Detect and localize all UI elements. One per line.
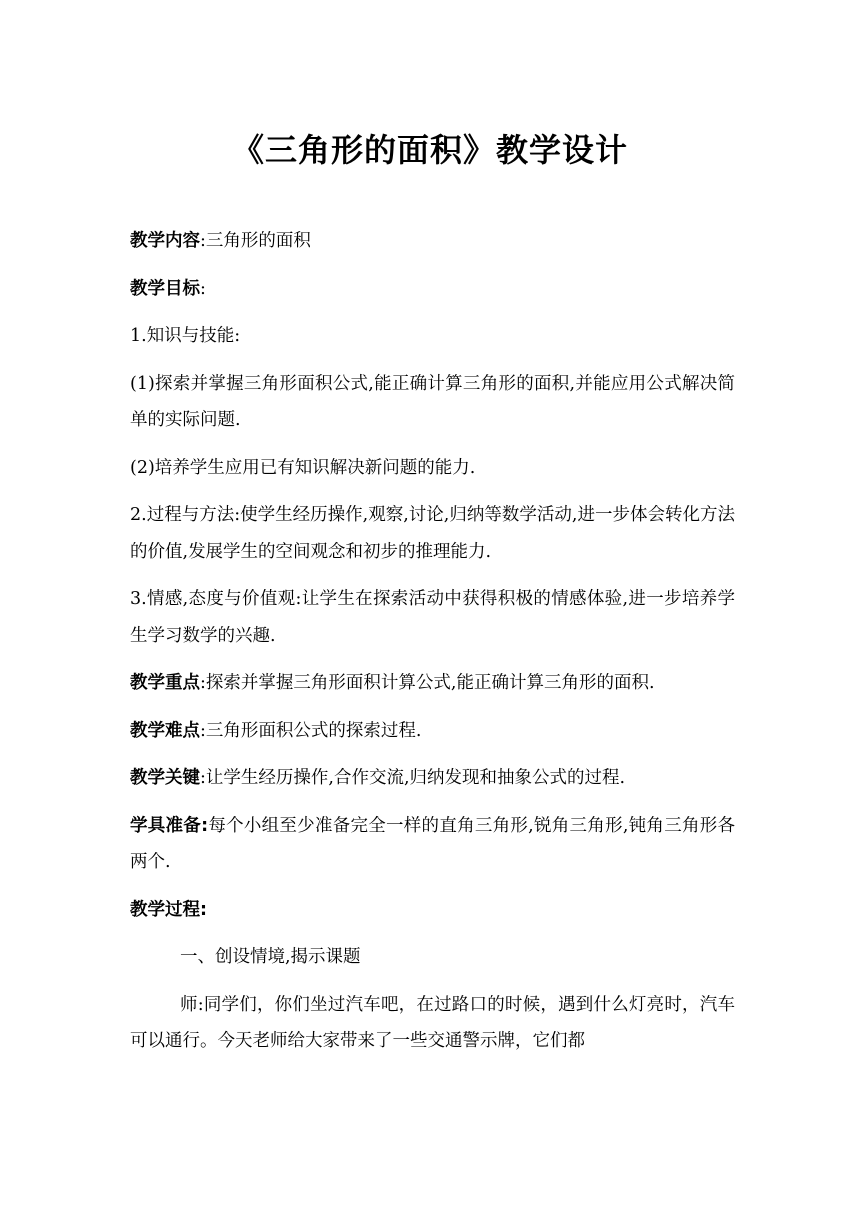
content-text: :三角形的面积 <box>200 231 311 251</box>
procedure-label: 教学过程: <box>130 899 207 920</box>
materials-text: 每个小组至少准备完全一样的直角三角形,锐角三角形,钝角三角形各两个. <box>130 815 736 872</box>
content-label: 教学内容 <box>130 231 200 251</box>
key-point-label: 教学重点 <box>130 673 200 693</box>
procedure-line <box>130 892 735 929</box>
difficulty-label: 教学难点 <box>130 720 200 741</box>
document-body <box>130 223 735 1071</box>
content-line <box>130 223 735 260</box>
teacher-paragraph: 师:同学们，你们坐过汽车吧，在过路口的时候，遇到什么灯亮时，汽车可以通行。今天老师给大家带来了一些交通警示牌，它们都 <box>130 994 735 1051</box>
objectives-text: : <box>200 278 206 299</box>
knowledge-item-2: (2)培养学生应用已有知识解决新问题的能力. <box>130 457 476 478</box>
knowledge-heading: 1.知识与技能: <box>130 326 241 346</box>
document-title: 《三角形的面积》教学设计 <box>231 131 628 169</box>
section-1-heading: 一、创设情境,揭示课题 <box>180 947 361 967</box>
key-label: 教学关键 <box>130 768 200 788</box>
knowledge-item-1: (1)探索并掌握三角形面积公式,能正确计算三角形的面积,并能应用公式解决简单的实际问题. <box>130 373 735 430</box>
key-line <box>130 760 735 797</box>
key-text: :让学生经历操作,合作交流,归纳发现和抽象公式的过程. <box>200 768 626 788</box>
attitude-paragraph: 3.情感,态度与价值观:让学生在探索活动中获得积极的情感体验,进一步培养学生学习数学的兴趣. <box>130 589 735 646</box>
difficulty-line <box>130 713 735 750</box>
objectives-label: 教学目标 <box>130 278 200 299</box>
objectives-line <box>130 271 735 308</box>
process-method-paragraph: 2.过程与方法:使学生经历操作,观察,讨论,归纳等数学活动,进一步体会转化方法的价值,发展学生的空间观念和初步的推理能力. <box>130 505 735 562</box>
materials-label: 学具准备: <box>130 815 209 836</box>
materials-line <box>130 808 735 881</box>
key-point-line <box>130 665 735 702</box>
difficulty-text: :三角形面积公式的探索过程. <box>200 720 422 741</box>
key-point-text: :探索并掌握三角形面积计算公式,能正确计算三角形的面积. <box>200 673 655 693</box>
